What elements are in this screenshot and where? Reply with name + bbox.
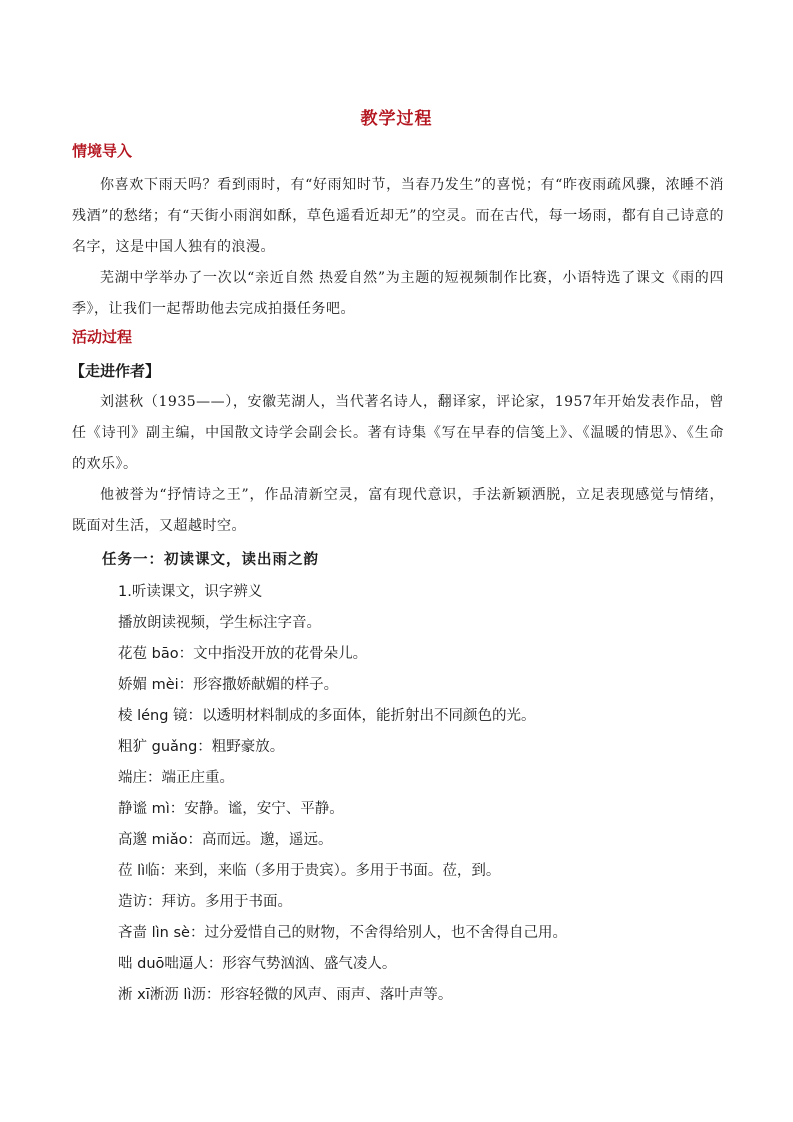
intro-paragraph-2: 芜湖中学举办了一次以“亲近自然 热爱自然”为主题的短视频制作比赛，小语特选了课文《雨的四季》，让我们一起帮助他去完成拍摄任务吧。 xyxy=(72,270,724,317)
author-section-label: 【走进作者】 xyxy=(70,362,161,380)
vocab-item: 棱 léng 镜：以透明材料制成的多面体，能折射出不同颜色的光。 xyxy=(118,708,536,724)
vocab-item: 淅 xī淅沥 lì沥：形容轻微的风声、雨声、落叶声等。 xyxy=(118,987,453,1003)
instruction-text: 播放朗读视频，学生标注字音。 xyxy=(118,615,321,631)
vocab-item: 高邈 miǎo：高而远。邈，遥远。 xyxy=(118,832,333,848)
section-heading-activity: 活动过程 xyxy=(72,328,133,346)
author-paragraph-1: 刘湛秋（1935——），安徽芜湖人，当代著名诗人，翻译家，评论家，1957年开始发表作品，曾任《诗刊》副主编，中国散文诗学会副会长。著有诗集《写在早春的信笺上》、《温暖的情思》、《生命的欢乐》。 xyxy=(72,394,724,472)
vocab-item: 吝啬 lìn sè：过分爱惜自己的财物，不舍得给别人，也不舍得自己用。 xyxy=(118,925,567,941)
vocab-item: 咄 duō咄逼人：形容气势汹汹、盛气凌人。 xyxy=(118,956,397,972)
vocab-item: 粗犷 guǎng：粗野豪放。 xyxy=(118,739,285,755)
task-one-heading: 任务一：初读课文，读出雨之韵 xyxy=(102,552,319,568)
vocab-item: 端庄：端正庄重。 xyxy=(118,770,234,786)
author-paragraph-2: 他被誉为“抒情诗之王”，作品清新空灵，富有现代意识，手法新颖洒脱，立足表现感觉与情绪，既面对生活，又超越时空。 xyxy=(72,487,724,534)
vocab-item: 造访：拜访。多用于书面。 xyxy=(118,894,292,910)
vocab-item: 莅 lì临：来到，来临（多用于贵宾）。多用于书面。莅，到。 xyxy=(118,863,501,879)
page-title: 教学过程 xyxy=(360,109,433,129)
vocab-item: 花苞 bāo：文中指没开放的花骨朵儿。 xyxy=(118,646,368,662)
vocab-item: 娇媚 mèi：形容撒娇献媚的样子。 xyxy=(118,677,339,693)
intro-paragraph-1: 你喜欢下雨天吗？看到雨时，有“好雨知时节，当春乃发生”的喜悦；有“昨夜雨疏风骤，浓睡不消残酒”的愁绪；有“天街小雨润如酥，草色遥看近却无”的空灵。而在古代，每一场雨，都有自己诗意的名字，这是中国人独有的浪漫。 xyxy=(72,177,724,255)
step-one-label: 1.听读课文，识字辨义 xyxy=(118,584,263,600)
vocab-item: 静谧 mì：安静。谧，安宁、平静。 xyxy=(118,801,344,817)
section-heading-intro: 情境导入 xyxy=(72,142,133,160)
